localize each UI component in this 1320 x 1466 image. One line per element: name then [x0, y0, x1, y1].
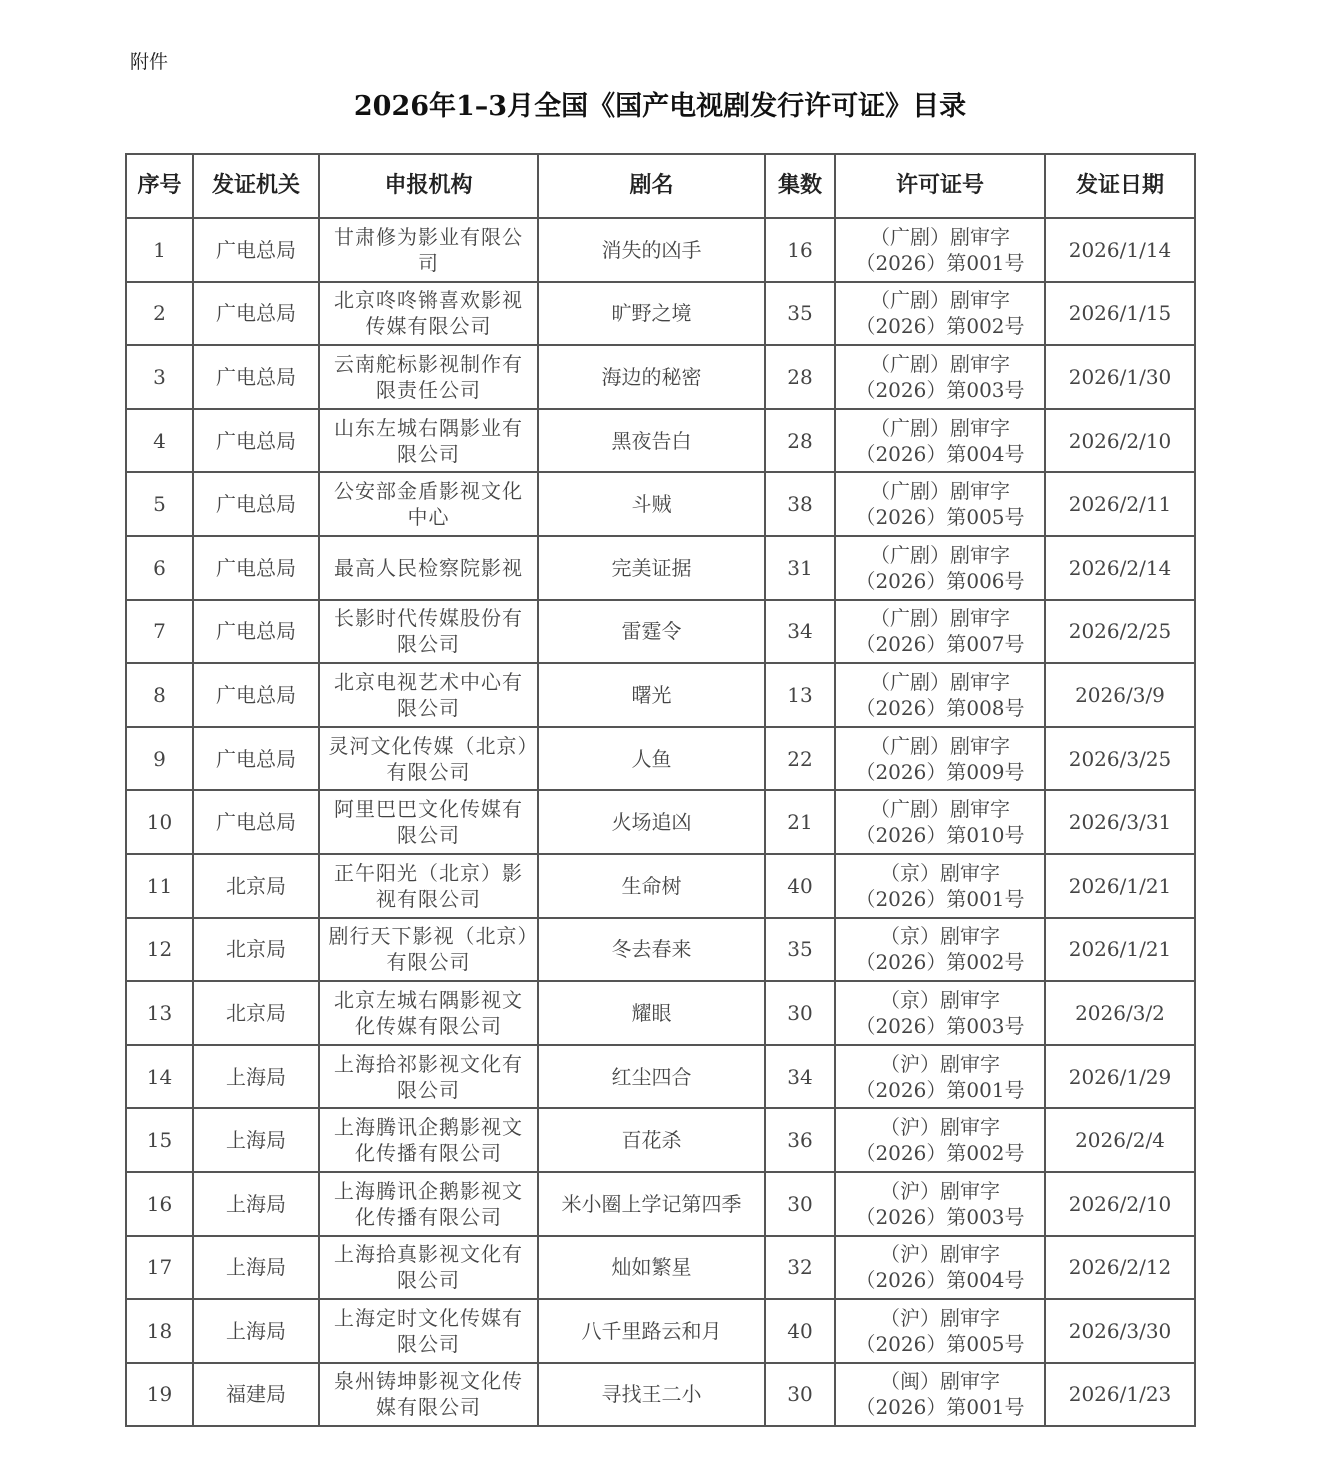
cell-license-no — [835, 345, 1045, 409]
table-row — [126, 472, 1195, 536]
header-authority: 发证机关 — [193, 154, 319, 218]
header-no: 序号 — [126, 154, 193, 218]
cell-episodes: 35 — [765, 918, 835, 982]
table-row — [126, 1045, 1195, 1109]
cell-episodes: 35 — [765, 282, 835, 346]
cell-license-no — [835, 1236, 1045, 1300]
cell-authority: 福建局 — [193, 1363, 319, 1427]
license-line: （广剧）剧审字 — [870, 351, 1010, 376]
cell-applicant: 长影时代传媒股份有限公司 — [319, 600, 538, 664]
cell-license-no — [835, 918, 1045, 982]
cell-no: 15 — [126, 1108, 193, 1172]
license-line: （2026）第002号 — [855, 950, 1025, 975]
cell-issue-date: 2026/1/21 — [1045, 854, 1195, 918]
cell-license-no — [835, 1172, 1045, 1236]
cell-issue-date: 2026/1/23 — [1045, 1363, 1195, 1427]
table-row — [126, 1108, 1195, 1172]
cell-episodes: 16 — [765, 218, 835, 282]
license-line: （广剧）剧审字 — [870, 415, 1010, 440]
header-drama-name: 剧名 — [538, 154, 765, 218]
cell-drama-name: 米小圈上学记第四季 — [538, 1172, 765, 1236]
license-line: （2026）第002号 — [855, 314, 1025, 339]
license-line: （2026）第008号 — [855, 695, 1025, 720]
cell-authority: 广电总局 — [193, 409, 319, 473]
cell-episodes: 22 — [765, 727, 835, 791]
cell-drama-name: 八千里路云和月 — [538, 1299, 765, 1363]
table-row — [126, 1236, 1195, 1300]
cell-no: 5 — [126, 472, 193, 536]
table-row — [126, 663, 1195, 727]
cell-authority: 广电总局 — [193, 345, 319, 409]
cell-authority: 广电总局 — [193, 727, 319, 791]
cell-issue-date: 2026/3/9 — [1045, 663, 1195, 727]
cell-drama-name: 耀眼 — [538, 981, 765, 1045]
cell-authority: 广电总局 — [193, 663, 319, 727]
cell-episodes: 28 — [765, 409, 835, 473]
table-row — [126, 282, 1195, 346]
cell-no: 6 — [126, 536, 193, 600]
cell-applicant: 上海腾讯企鹅影视文化传播有限公司 — [319, 1108, 538, 1172]
table-row — [126, 790, 1195, 854]
cell-drama-name: 斗贼 — [538, 472, 765, 536]
license-line: （2026）第007号 — [855, 632, 1025, 657]
header-episodes: 集数 — [765, 154, 835, 218]
cell-applicant: 北京左城右隅影视文化传媒有限公司 — [319, 981, 538, 1045]
cell-episodes: 28 — [765, 345, 835, 409]
cell-episodes: 13 — [765, 663, 835, 727]
table-row — [126, 854, 1195, 918]
cell-drama-name: 红尘四合 — [538, 1045, 765, 1109]
cell-issue-date: 2026/3/30 — [1045, 1299, 1195, 1363]
cell-drama-name: 旷野之境 — [538, 282, 765, 346]
cell-no: 12 — [126, 918, 193, 982]
cell-license-no — [835, 1108, 1045, 1172]
cell-issue-date: 2026/2/14 — [1045, 536, 1195, 600]
cell-authority: 上海局 — [193, 1108, 319, 1172]
cell-applicant: 上海定时文化传媒有限公司 — [319, 1299, 538, 1363]
cell-no: 10 — [126, 790, 193, 854]
cell-episodes: 30 — [765, 1363, 835, 1427]
cell-drama-name: 雷霆令 — [538, 600, 765, 664]
license-line: （2026）第003号 — [855, 377, 1025, 402]
cell-issue-date: 2026/2/12 — [1045, 1236, 1195, 1300]
cell-applicant: 正午阳光（北京）影视有限公司 — [319, 854, 538, 918]
cell-issue-date: 2026/1/29 — [1045, 1045, 1195, 1109]
license-line: （广剧）剧审字 — [870, 797, 1010, 822]
cell-applicant: 甘肃修为影业有限公司 — [319, 218, 538, 282]
table-header-row — [126, 154, 1195, 218]
cell-applicant: 剧行天下影视（北京）有限公司 — [319, 918, 538, 982]
table-row — [126, 409, 1195, 473]
header-applicant: 申报机构 — [319, 154, 538, 218]
cell-drama-name: 火场追凶 — [538, 790, 765, 854]
cell-episodes: 21 — [765, 790, 835, 854]
cell-drama-name: 寻找王二小 — [538, 1363, 765, 1427]
license-line: （沪）剧审字 — [880, 1051, 1000, 1076]
license-line: （沪）剧审字 — [880, 1115, 1000, 1140]
license-line: （2026）第004号 — [855, 441, 1025, 466]
cell-applicant: 阿里巴巴文化传媒有限公司 — [319, 790, 538, 854]
cell-issue-date: 2026/3/25 — [1045, 727, 1195, 791]
cell-no: 17 — [126, 1236, 193, 1300]
cell-license-no — [835, 727, 1045, 791]
license-line: （沪）剧审字 — [880, 1242, 1000, 1267]
license-line: （京）剧审字 — [880, 860, 1000, 885]
cell-episodes: 40 — [765, 854, 835, 918]
cell-applicant: 上海拾祁影视文化有限公司 — [319, 1045, 538, 1109]
cell-no: 7 — [126, 600, 193, 664]
cell-issue-date: 2026/2/4 — [1045, 1108, 1195, 1172]
cell-episodes: 34 — [765, 600, 835, 664]
cell-license-no — [835, 854, 1045, 918]
table-row — [126, 1172, 1195, 1236]
license-line: （沪）剧审字 — [880, 1178, 1000, 1203]
cell-license-no — [835, 282, 1045, 346]
cell-no: 2 — [126, 282, 193, 346]
license-line: （2026）第001号 — [855, 1077, 1025, 1102]
cell-no: 3 — [126, 345, 193, 409]
cell-issue-date: 2026/2/11 — [1045, 472, 1195, 536]
cell-issue-date: 2026/1/30 — [1045, 345, 1195, 409]
attachment-label: 附件 — [130, 51, 169, 73]
cell-drama-name: 生命树 — [538, 854, 765, 918]
table-row — [126, 727, 1195, 791]
cell-drama-name: 百花杀 — [538, 1108, 765, 1172]
license-line: （2026）第006号 — [855, 568, 1025, 593]
cell-episodes: 30 — [765, 1172, 835, 1236]
cell-drama-name: 冬去春来 — [538, 918, 765, 982]
cell-license-no — [835, 1363, 1045, 1427]
cell-no: 11 — [126, 854, 193, 918]
cell-applicant: 泉州铸坤影视文化传媒有限公司 — [319, 1363, 538, 1427]
cell-authority: 广电总局 — [193, 218, 319, 282]
license-line: （沪）剧审字 — [880, 1305, 1000, 1330]
cell-authority: 北京局 — [193, 918, 319, 982]
cell-applicant: 最高人民检察院影视 — [319, 536, 538, 600]
table-row — [126, 600, 1195, 664]
document-title: 2026年1–3月全国《国产电视剧发行许可证》目录 — [353, 91, 967, 122]
cell-episodes: 40 — [765, 1299, 835, 1363]
cell-issue-date: 2026/2/25 — [1045, 600, 1195, 664]
cell-issue-date: 2026/3/31 — [1045, 790, 1195, 854]
table-row — [126, 1299, 1195, 1363]
cell-no: 8 — [126, 663, 193, 727]
cell-authority: 广电总局 — [193, 472, 319, 536]
cell-drama-name: 海边的秘密 — [538, 345, 765, 409]
cell-applicant: 灵河文化传媒（北京）有限公司 — [319, 727, 538, 791]
cell-authority: 广电总局 — [193, 282, 319, 346]
cell-authority: 北京局 — [193, 981, 319, 1045]
license-line: （2026）第001号 — [855, 250, 1025, 275]
cell-no: 16 — [126, 1172, 193, 1236]
cell-applicant: 云南舵标影视制作有限责任公司 — [319, 345, 538, 409]
cell-episodes: 34 — [765, 1045, 835, 1109]
cell-authority: 上海局 — [193, 1172, 319, 1236]
cell-issue-date: 2026/2/10 — [1045, 1172, 1195, 1236]
cell-license-no — [835, 218, 1045, 282]
table-row — [126, 1363, 1195, 1427]
table-row — [126, 536, 1195, 600]
cell-applicant: 北京咚咚锵喜欢影视传媒有限公司 — [319, 282, 538, 346]
license-line: （京）剧审字 — [880, 924, 1000, 949]
cell-authority: 广电总局 — [193, 790, 319, 854]
license-line: （2026）第004号 — [855, 1268, 1025, 1293]
cell-applicant: 上海拾真影视文化有限公司 — [319, 1236, 538, 1300]
table-row — [126, 218, 1195, 282]
license-line: （京）剧审字 — [880, 987, 1000, 1012]
cell-authority: 上海局 — [193, 1236, 319, 1300]
license-line: （广剧）剧审字 — [870, 669, 1010, 694]
license-line: （2026）第001号 — [855, 1395, 1025, 1420]
cell-license-no — [835, 409, 1045, 473]
cell-issue-date: 2026/1/21 — [1045, 918, 1195, 982]
cell-episodes: 31 — [765, 536, 835, 600]
cell-no: 4 — [126, 409, 193, 473]
license-line: （2026）第003号 — [855, 1013, 1025, 1038]
cell-license-no — [835, 790, 1045, 854]
cell-license-no — [835, 536, 1045, 600]
cell-issue-date: 2026/2/10 — [1045, 409, 1195, 473]
cell-drama-name: 消失的凶手 — [538, 218, 765, 282]
cell-drama-name: 完美证据 — [538, 536, 765, 600]
cell-no: 18 — [126, 1299, 193, 1363]
cell-drama-name: 黑夜告白 — [538, 409, 765, 473]
cell-applicant: 公安部金盾影视文化中心 — [319, 472, 538, 536]
cell-episodes: 32 — [765, 1236, 835, 1300]
cell-no: 14 — [126, 1045, 193, 1109]
license-line: （闽）剧审字 — [880, 1369, 1000, 1394]
cell-applicant: 北京电视艺术中心有限公司 — [319, 663, 538, 727]
license-line: （2026）第001号 — [855, 886, 1025, 911]
cell-no: 13 — [126, 981, 193, 1045]
cell-drama-name: 灿如繁星 — [538, 1236, 765, 1300]
license-line: （2026）第002号 — [855, 1141, 1025, 1166]
license-line: （广剧）剧审字 — [870, 542, 1010, 567]
cell-episodes: 30 — [765, 981, 835, 1045]
cell-episodes: 38 — [765, 472, 835, 536]
license-line: （2026）第005号 — [855, 505, 1025, 530]
cell-authority: 北京局 — [193, 854, 319, 918]
cell-no: 9 — [126, 727, 193, 791]
cell-issue-date: 2026/3/2 — [1045, 981, 1195, 1045]
license-line: （广剧）剧审字 — [870, 288, 1010, 313]
cell-issue-date: 2026/1/14 — [1045, 218, 1195, 282]
cell-authority: 上海局 — [193, 1045, 319, 1109]
cell-license-no — [835, 1299, 1045, 1363]
cell-applicant: 上海腾讯企鹅影视文化传播有限公司 — [319, 1172, 538, 1236]
cell-no: 1 — [126, 218, 193, 282]
table-row — [126, 981, 1195, 1045]
cell-license-no — [835, 472, 1045, 536]
cell-drama-name: 曙光 — [538, 663, 765, 727]
cell-applicant: 山东左城右隅影业有限公司 — [319, 409, 538, 473]
cell-authority: 上海局 — [193, 1299, 319, 1363]
license-line: （2026）第005号 — [855, 1331, 1025, 1356]
cell-license-no — [835, 600, 1045, 664]
license-line: （广剧）剧审字 — [870, 224, 1010, 249]
cell-authority: 广电总局 — [193, 600, 319, 664]
license-line: （广剧）剧审字 — [870, 733, 1010, 758]
license-line: （广剧）剧审字 — [870, 479, 1010, 504]
cell-authority: 广电总局 — [193, 536, 319, 600]
license-table — [125, 153, 1196, 1427]
license-line: （2026）第010号 — [855, 823, 1025, 848]
table-row — [126, 345, 1195, 409]
cell-issue-date: 2026/1/15 — [1045, 282, 1195, 346]
license-line: （广剧）剧审字 — [870, 606, 1010, 631]
cell-episodes: 36 — [765, 1108, 835, 1172]
cell-no: 19 — [126, 1363, 193, 1427]
cell-license-no — [835, 1045, 1045, 1109]
cell-drama-name: 人鱼 — [538, 727, 765, 791]
table-row — [126, 918, 1195, 982]
cell-license-no — [835, 663, 1045, 727]
license-line: （2026）第009号 — [855, 759, 1025, 784]
license-line: （2026）第003号 — [855, 1204, 1025, 1229]
header-issue-date: 发证日期 — [1045, 154, 1195, 218]
header-license-no: 许可证号 — [835, 154, 1045, 218]
cell-license-no — [835, 981, 1045, 1045]
